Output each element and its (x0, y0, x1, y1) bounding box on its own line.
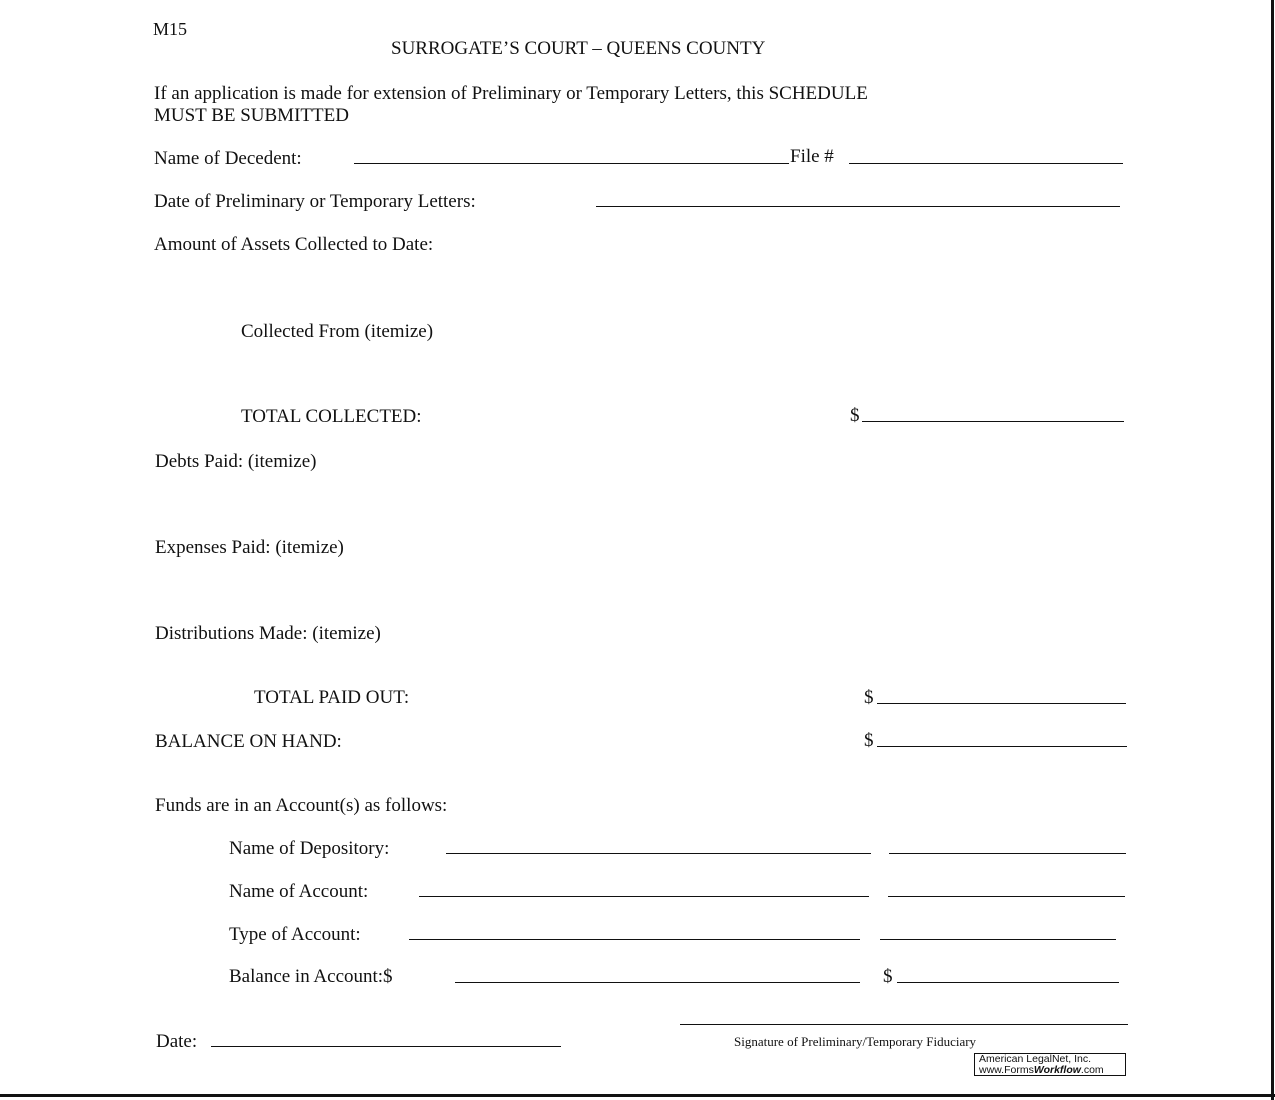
account-name-label: Name of Account: (229, 881, 369, 902)
account-type-field-2[interactable] (880, 939, 1116, 940)
instructions-line1: If an application is made for extension of Preliminary or Temporary Letters, this SCHEDULE (154, 83, 868, 104)
date-label: Date: (156, 1031, 198, 1052)
distributions-heading: Distributions Made: (itemize) (155, 623, 381, 644)
account-name-field-2[interactable] (888, 896, 1125, 897)
funds-account-heading: Funds are in an Account(s) as follows: (155, 795, 448, 816)
assets-collected-heading: Amount of Assets Collected to Date: (154, 234, 434, 255)
balance-on-hand-field[interactable] (877, 746, 1127, 747)
signature-line[interactable] (680, 1024, 1128, 1025)
letters-date-field[interactable] (596, 206, 1120, 207)
decedent-name-field[interactable] (354, 163, 789, 164)
account-type-label: Type of Account: (229, 924, 361, 945)
file-number-label: File # (790, 146, 834, 167)
instructions-line2: MUST BE SUBMITTED (154, 105, 349, 126)
account-type-field-1[interactable] (409, 939, 860, 940)
decedent-name-label: Name of Decedent: (154, 148, 302, 169)
signature-caption: Signature of Preliminary/Temporary Fiduciary (734, 1034, 977, 1049)
account-balance-label: Balance in Account:$ (229, 966, 393, 987)
account-balance-field-2[interactable] (897, 982, 1119, 983)
debts-paid-heading: Debts Paid: (itemize) (155, 451, 317, 472)
total-collected-label: TOTAL COLLECTED: (241, 406, 422, 427)
depository-label: Name of Depository: (229, 838, 390, 859)
balance-on-hand-dollar: $ (864, 730, 874, 751)
depository-field-1[interactable] (446, 853, 871, 854)
account-balance-field-1[interactable] (455, 982, 860, 983)
date-field[interactable] (211, 1046, 561, 1047)
account-name-field-1[interactable] (419, 896, 869, 897)
page-border-right (1271, 0, 1274, 1100)
total-collected-dollar: $ (850, 405, 860, 426)
total-collected-field[interactable] (862, 421, 1124, 422)
total-paid-out-label: TOTAL PAID OUT: (254, 687, 410, 708)
account-balance-dollar-2: $ (883, 966, 893, 987)
letters-date-label: Date of Preliminary or Temporary Letters: (154, 191, 476, 212)
balance-on-hand-label: BALANCE ON HAND: (155, 731, 342, 752)
collected-from-heading: Collected From (itemize) (241, 321, 434, 342)
total-paid-out-dollar: $ (864, 687, 874, 708)
publisher-logo (974, 1053, 1126, 1076)
form-code: M15 (153, 19, 188, 39)
publisher-name: American LegalNet, Inc. (979, 1053, 1092, 1065)
expenses-paid-heading: Expenses Paid: (itemize) (155, 537, 344, 558)
page-border-bottom (0, 1094, 1275, 1097)
publisher-url: www.FormsWorkflow.com (979, 1064, 1104, 1076)
court-title: SURROGATE’S COURT – QUEENS COUNTY (391, 38, 766, 59)
depository-field-2[interactable] (889, 853, 1126, 854)
file-number-field[interactable] (849, 163, 1123, 164)
total-paid-out-field[interactable] (877, 703, 1126, 704)
